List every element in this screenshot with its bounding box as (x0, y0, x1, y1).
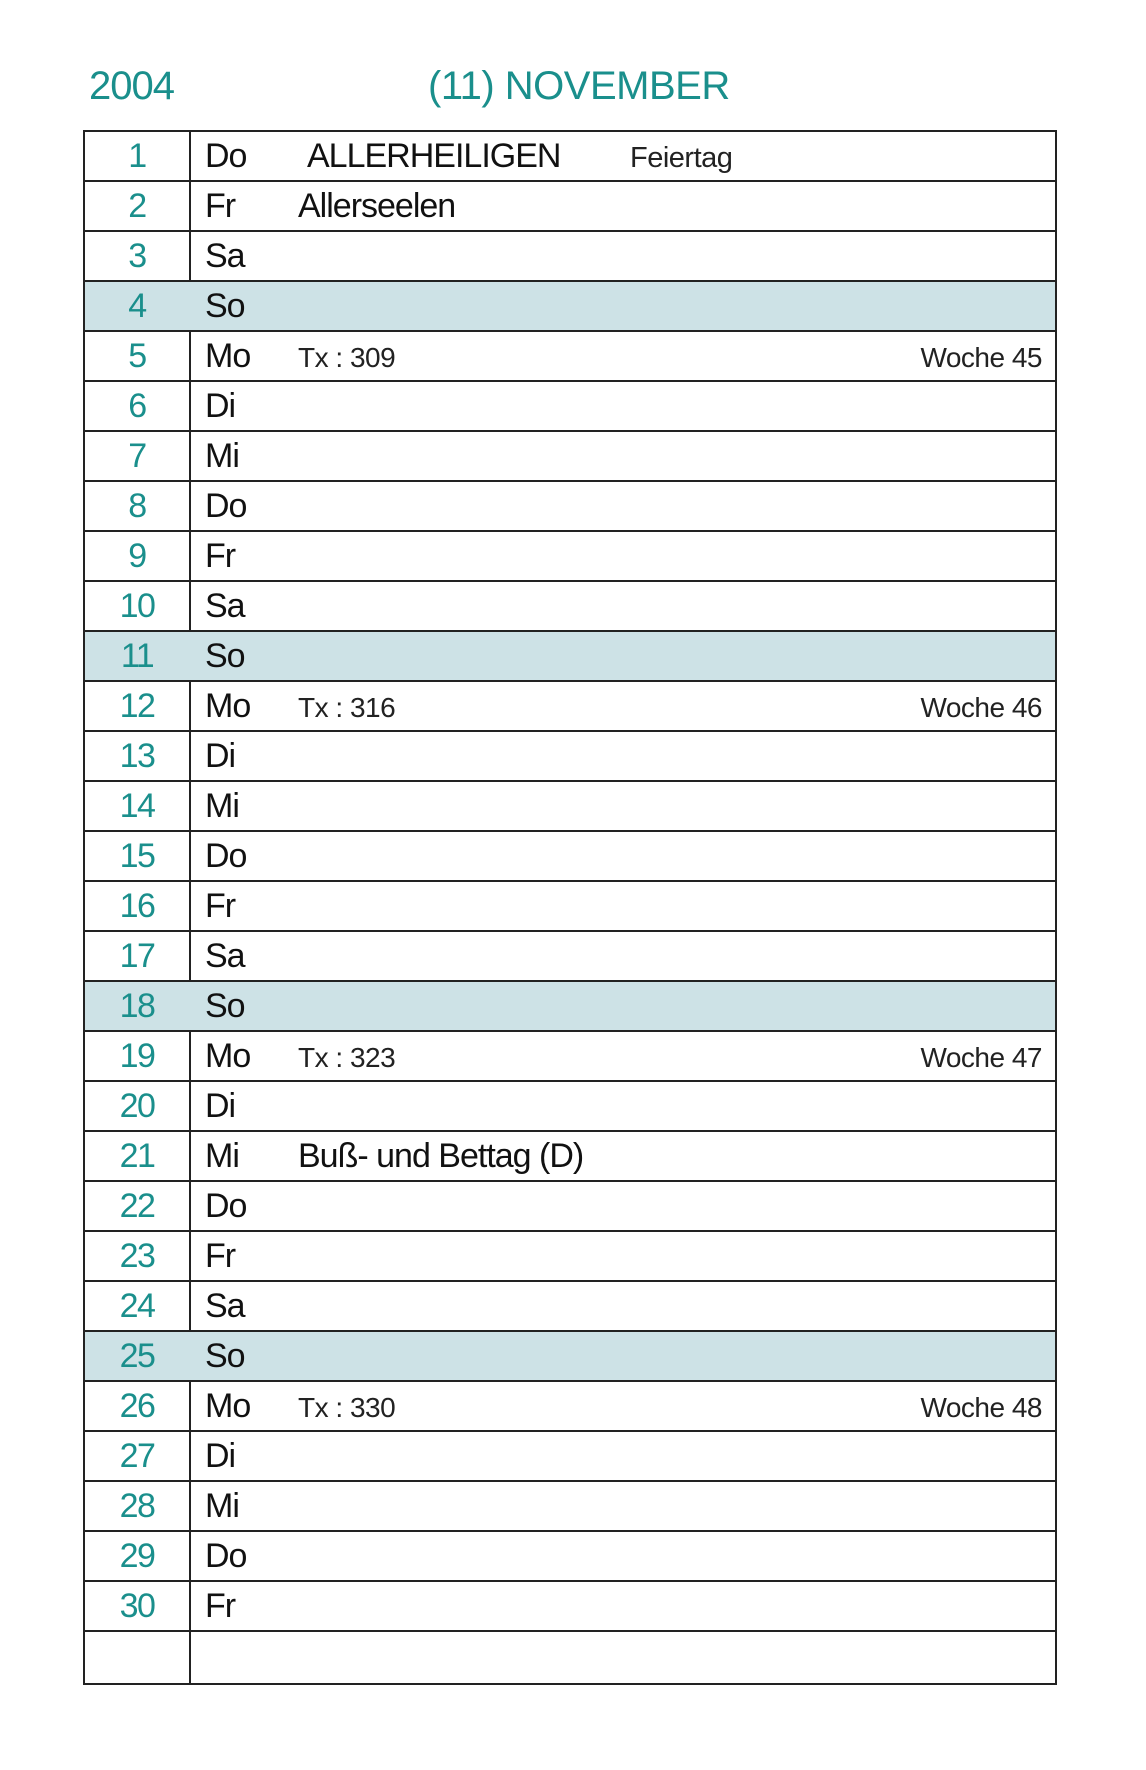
day-number: 24 (119, 1287, 155, 1325)
day-number: 26 (119, 1387, 155, 1425)
calendar-row (85, 232, 1055, 282)
weekday-abbrev: Do (205, 1537, 247, 1575)
day-number: 14 (119, 787, 155, 825)
calendar-row (85, 1232, 1055, 1282)
weekday-abbrev: Do (205, 137, 247, 175)
calendar-row (85, 732, 1055, 782)
calendar-row (85, 782, 1055, 832)
weekday-abbrev: Mi (205, 1137, 239, 1175)
weekday-abbrev: Fr (205, 537, 236, 575)
calendar-row (85, 1182, 1055, 1232)
calendar-row (85, 532, 1055, 582)
year-label: 2004 (89, 64, 174, 108)
day-number: 25 (119, 1337, 155, 1375)
weekday-abbrev: Di (205, 737, 236, 775)
day-number: 21 (119, 1137, 155, 1175)
weekday-abbrev: Mo (205, 1037, 251, 1075)
weekday-abbrev: Fr (205, 1237, 236, 1275)
weekday-abbrev: Fr (205, 187, 236, 225)
weekday-abbrev: Sa (205, 1287, 245, 1325)
day-number: 6 (128, 387, 146, 425)
calendar-row (85, 1432, 1055, 1482)
weekday-abbrev: So (205, 987, 245, 1025)
weekday-abbrev: Sa (205, 587, 245, 625)
day-number: 4 (128, 287, 146, 325)
weekday-abbrev: Mi (205, 437, 239, 475)
calendar-row-sunday (85, 1332, 1055, 1382)
week-number-label: Woche 47 (920, 1042, 1042, 1073)
day-number: 16 (119, 887, 155, 925)
calendar-row (85, 1132, 1055, 1182)
day-number: 22 (119, 1187, 155, 1225)
weekday-abbrev: Di (205, 1437, 236, 1475)
day-number: 15 (119, 837, 155, 875)
day-number: 12 (119, 687, 155, 725)
weekday-abbrev: Mi (205, 1487, 239, 1525)
holiday-type-label: Feiertag (630, 142, 733, 174)
weekday-abbrev: Do (205, 837, 247, 875)
week-number-label: Woche 48 (920, 1392, 1042, 1423)
weekday-abbrev: So (205, 287, 245, 325)
calendar-row (85, 1382, 1055, 1432)
calendar-row (85, 1532, 1055, 1582)
day-number: 1 (128, 137, 146, 175)
calendar-row (85, 382, 1055, 432)
calendar-row (85, 182, 1055, 232)
day-number: 9 (128, 537, 146, 575)
day-number: 27 (119, 1437, 155, 1475)
day-number: 29 (119, 1537, 155, 1575)
weekday-abbrev: Mi (205, 787, 239, 825)
day-number: 5 (128, 337, 146, 375)
weekday-abbrev: Do (205, 1187, 247, 1225)
day-number: 28 (119, 1487, 155, 1525)
day-number: 20 (119, 1087, 155, 1125)
week-number-label: Woche 45 (920, 342, 1042, 373)
weekday-abbrev: Mo (205, 337, 251, 375)
day-number: 3 (128, 237, 146, 275)
weekday-abbrev: Mo (205, 1387, 251, 1425)
day-number: 11 (120, 637, 154, 675)
weekday-abbrev: Di (205, 1087, 236, 1125)
day-of-year-label: Tx : 330 (298, 1392, 396, 1423)
day-number: 7 (128, 437, 146, 475)
calendar-row (85, 1082, 1055, 1132)
weekday-abbrev: Mo (205, 687, 251, 725)
month-title: (11) NOVEMBER (428, 64, 730, 108)
calendar-row (85, 932, 1055, 982)
day-number: 13 (119, 737, 155, 775)
calendar-row (85, 332, 1055, 382)
calendar-row (85, 432, 1055, 482)
holiday-name: Buß- und Bettag (D) (298, 1137, 584, 1175)
day-number: 8 (128, 487, 146, 525)
calendar-row-sunday (85, 982, 1055, 1032)
day-number: 2 (128, 187, 146, 225)
calendar-row (85, 482, 1055, 532)
day-of-year-label: Tx : 323 (298, 1042, 396, 1073)
calendar-row (85, 1282, 1055, 1332)
calendar-row-sunday (85, 632, 1055, 682)
day-number: 10 (119, 587, 155, 625)
week-number-label: Woche 46 (920, 692, 1042, 723)
calendar-row (85, 132, 1055, 182)
day-number: 30 (119, 1587, 155, 1625)
weekday-abbrev: Di (205, 387, 236, 425)
day-number: 17 (119, 937, 155, 975)
calendar-row (85, 582, 1055, 632)
holiday-name: Allerseelen (298, 187, 456, 225)
calendar-row (85, 832, 1055, 882)
calendar-row (85, 1582, 1055, 1632)
day-number: 18 (119, 987, 155, 1025)
calendar-row (85, 882, 1055, 932)
weekday-abbrev: Fr (205, 887, 236, 925)
day-of-year-label: Tx : 309 (298, 342, 396, 373)
calendar-row (85, 682, 1055, 732)
day-number: 19 (119, 1037, 155, 1075)
weekday-abbrev: So (205, 1337, 245, 1375)
weekday-abbrev: Sa (205, 237, 245, 275)
day-number: 23 (119, 1237, 155, 1275)
calendar-row (85, 1482, 1055, 1532)
weekday-abbrev: Fr (205, 1587, 236, 1625)
month-calendar-grid (83, 130, 1057, 1685)
calendar-row (85, 1032, 1055, 1082)
weekday-abbrev: Do (205, 487, 247, 525)
calendar-row-sunday (85, 282, 1055, 332)
day-of-year-label: Tx : 316 (298, 692, 396, 723)
weekday-abbrev: Sa (205, 937, 245, 975)
holiday-name: ALLERHEILIGEN (307, 137, 561, 175)
weekday-abbrev: So (205, 637, 245, 675)
